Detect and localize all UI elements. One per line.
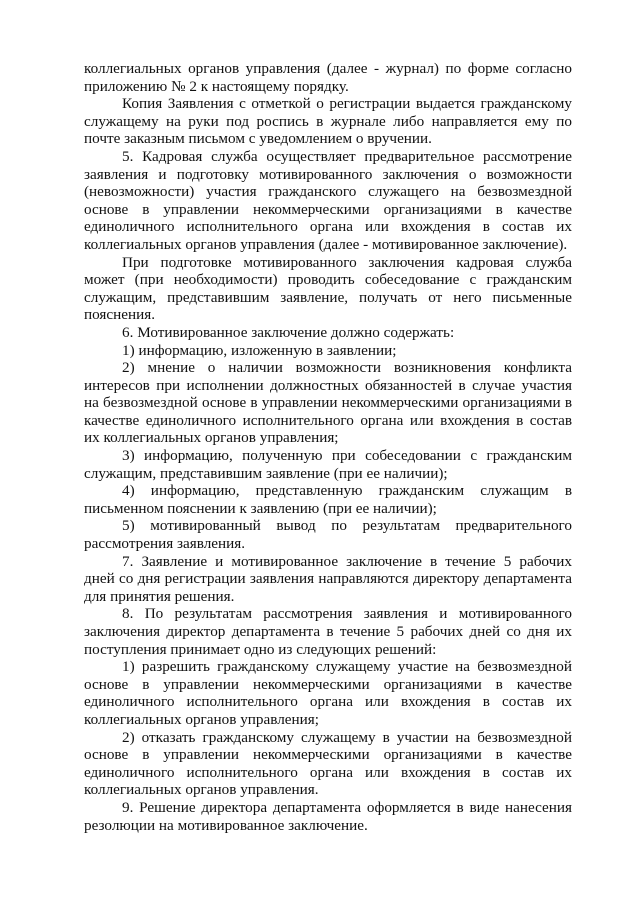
paragraph-item-5: 5. Кадровая служба осуществляет предварительное рассмотрение заявления и подготовку мотивированного заключения о возможности (невозможности) участия гражданского служащего на безвозмездной основе в управлении некоммерческими организациями в качестве единоличного исполнительного органа или вхождения в состав их коллегиальных органов управления (далее - мотивированное заключение). — [84, 147, 572, 253]
paragraph-item-6-4: 4) информацию, представленную гражданским служащим в письменном пояснении к заявлению (при ее наличии); — [84, 482, 572, 517]
document-page — [84, 60, 572, 834]
paragraph-item-6-3: 3) информацию, полученную при собеседовании с гражданским служащим, представившим заявление (при ее наличии); — [84, 447, 572, 482]
paragraph-item-6-2: 2) мнение о наличии возможности возникновения конфликта интересов при исполнении должностных обязанностей в случае участия на безвозмездной основе в управлении некоммерческими организациями в качестве единоличного исполнительного органа или вхождения в состав их коллегиальных органов управления; — [84, 359, 572, 447]
paragraph-item-8-2: 2) отказать гражданскому служащему в участии на безвозмездной основе в управлении некоммерческими организациями в качестве единоличного исполнительного органа или вхождения в состав их коллегиальных органов управления. — [84, 728, 572, 799]
paragraph-item-6-1: 1) информацию, изложенную в заявлении; — [122, 341, 397, 359]
paragraph-item-9: 9. Решение директора департамента оформляется в виде нанесения резолюции на мотивированное заключение. — [84, 798, 572, 834]
paragraph-copy-of-application: Копия Заявления с отметкой о регистрации выдается гражданскому служащему на руки под роспись в журнале либо направляется ему по почте заказным письмом с уведомлением о вручении. — [84, 95, 572, 148]
paragraph-item-6: 6. Мотивированное заключение должно содержать: — [122, 323, 455, 341]
paragraph-item-7: 7. Заявление и мотивированное заключение в течение 5 рабочих дней со дня регистрации заявления направляются директору департамента для принятия решения. — [84, 552, 572, 605]
paragraph-item-8-1: 1) разрешить гражданскому служащему участие на безвозмездной основе в управлении некоммерческими организациями в качестве единоличного исполнительного органа или вхождения в состав их коллегиальных органов управления; — [84, 658, 572, 728]
paragraph-interview: При подготовке мотивированного заключения кадровая служба может (при необходимости) проводить собеседование с гражданским служащим, представившим заявление, получать от него письменные пояснения. — [84, 253, 572, 324]
paragraph-item-8: 8. По результатам рассмотрения заявления и мотивированного заключения директор департамента в течение 5 рабочих дней со дня их поступления принимает одно из следующих решений: — [84, 605, 572, 658]
paragraph-journal-continuation: коллегиальных органов управления (далее - журнал) по форме согласно приложению № 2 к настоящему порядку. — [84, 60, 572, 95]
paragraph-item-6-5: 5) мотивированный вывод по результатам предварительного рассмотрения заявления. — [84, 517, 572, 553]
